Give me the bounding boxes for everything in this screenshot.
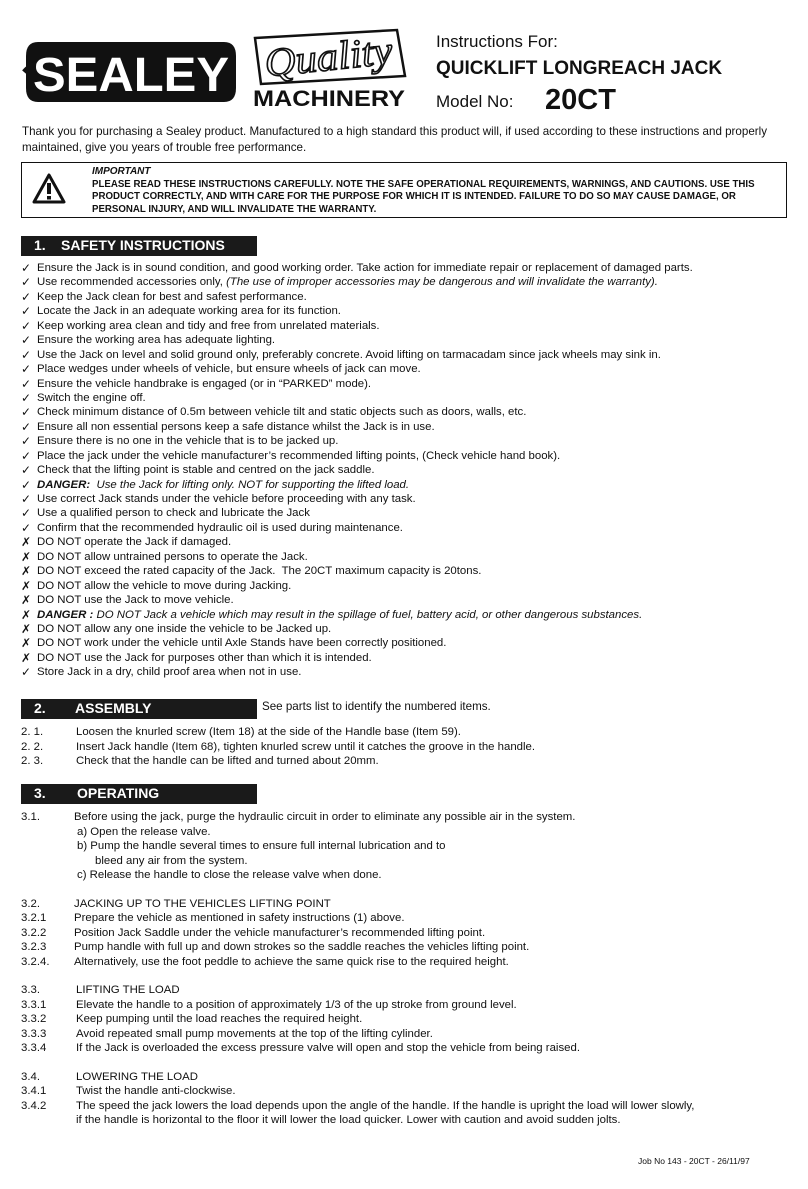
safety-item: [21, 304, 801, 318]
safety-item: [21, 261, 801, 275]
section-title: SAFETY INSTRUCTIONS: [61, 237, 225, 253]
step-number: 3.3.4: [21, 1042, 47, 1054]
important-notice-box: [21, 162, 787, 218]
cross-mark-icon: ✗: [21, 578, 32, 593]
check-mark-icon: ✓: [21, 419, 32, 434]
safety-item-text: Keep working area clean and tidy and free from unrelated materials.: [37, 319, 380, 332]
step-text: Position Jack Saddle under the vehicle manufacturer’s recommended lifting point.: [74, 926, 486, 939]
safety-item-text: DO NOT use the Jack for purposes other than which it is intended.: [37, 651, 372, 664]
section-number: 1.: [34, 237, 46, 253]
danger-label: DANGER :: [37, 608, 94, 621]
check-mark-icon: ✓: [21, 434, 32, 449]
check-mark-icon: ✓: [21, 477, 32, 492]
safety-item: [21, 420, 801, 434]
safety-item: [21, 290, 801, 304]
step-number: 3.2.1: [21, 912, 47, 924]
check-mark-icon: ✓: [21, 275, 32, 290]
safety-item-text: Place wedges under wheels of vehicle, but ensure wheels of jack can move.: [37, 363, 421, 376]
safety-item-text: Check minimum distance of 0.5m between vehicle tilt and static objects such as doors, walls, etc.: [37, 406, 527, 419]
step-number: 3.3.1: [21, 998, 47, 1011]
step-number: 3.4.2: [21, 1099, 47, 1112]
safety-item-text: DO NOT work under the vehicle until Axle Stands have been correctly positioned.: [37, 637, 447, 650]
safety-item-italic-text: Use the Jack for lifting only. NOT for supporting the lifted load.: [90, 478, 410, 491]
safety-item: [21, 377, 801, 391]
step-text: b) Pump the handle several times to ensure full internal lubrication and to: [77, 840, 446, 852]
step-text: Before using the jack, purge the hydraulic circuit in order to eliminate any possible air in the system.: [74, 811, 576, 823]
important-heading: IMPORTANT: [92, 166, 151, 177]
sealey-logo-text: SEALEY: [33, 49, 230, 102]
assembly-step: [21, 754, 801, 769]
check-mark-icon: ✓: [21, 304, 32, 319]
assembly-step: [21, 740, 801, 755]
step-text: LIFTING THE LOAD: [76, 984, 180, 996]
step-number: 3.3.: [21, 984, 40, 996]
operating-step: [21, 940, 801, 955]
step-text: c) Release the handle to close the release valve when done.: [77, 869, 382, 881]
operating-substep: [21, 854, 801, 869]
step-number: 3.3.3: [21, 1027, 47, 1040]
safety-item: [21, 665, 801, 679]
step-text: Pump handle with full up and down strokes so the saddle reaches the vehicles lifting point.: [74, 941, 530, 953]
operating-step: [21, 955, 801, 970]
safety-item-text: Use a qualified person to check and lubricate the Jack: [37, 507, 310, 520]
operating-substep: [21, 839, 801, 854]
safety-item: [21, 391, 801, 405]
check-mark-icon: ✓: [21, 289, 32, 304]
step-text: Twist the handle anti-clockwise.: [76, 1085, 236, 1097]
safety-item: [21, 362, 801, 376]
safety-item: [21, 564, 801, 578]
operating-step: [21, 911, 801, 926]
operating-step: [21, 1070, 801, 1085]
safety-item: [21, 449, 801, 463]
quality-logo-text: Quality: [262, 28, 387, 86]
step-text: bleed any air from the system.: [95, 854, 248, 867]
safety-item-text: Place the jack under the vehicle manufacturer’s recommended lifting points, (Check vehicle hand book).: [37, 449, 561, 462]
step-number: 3.2.4.: [21, 955, 50, 968]
safety-item-text: Use recommended accessories only,: [37, 276, 227, 289]
safety-item-text: DO NOT use the Jack to move vehicle.: [37, 594, 234, 607]
safety-item-text: Ensure all non essential persons keep a safe distance whilst the Jack is in use.: [37, 420, 435, 433]
safety-item: [21, 636, 801, 650]
step-text: if the handle is horizontal to the floor it will lower the load quicker. Lower with caution and avoid sudden jolts.: [76, 1114, 621, 1126]
operating-step-continued: [21, 1113, 801, 1128]
step-number: 3.4.1: [21, 1085, 47, 1097]
warning-triangle-icon: [32, 173, 66, 204]
step-text: Prepare the vehicle as mentioned in safety instructions (1) above.: [74, 912, 405, 924]
safety-item-text: DO NOT allow untrained persons to operate the Jack.: [37, 550, 308, 563]
operating-step: [21, 926, 801, 941]
section-title: ASSEMBLY: [75, 700, 152, 716]
operating-steps: [21, 810, 801, 1128]
safety-item-text: Use the Jack on level and solid ground only, preferably concrete. Avoid lifting on tarmacadam since jack wheels may sink in.: [37, 348, 661, 361]
safety-item: [21, 478, 801, 492]
safety-item-text: Use correct Jack stands under the vehicle before proceeding with any task.: [37, 493, 416, 505]
check-mark-icon: ✓: [21, 376, 32, 391]
step-text: Avoid repeated small pump movements at the top of the lifting cylinder.: [76, 1027, 433, 1040]
safety-item-text: DO NOT allow the vehicle to move during Jacking.: [37, 579, 292, 592]
step-number: 3.2.2: [21, 926, 47, 939]
cross-mark-icon: ✗: [21, 650, 32, 665]
cross-mark-icon: ✗: [21, 535, 32, 550]
machinery-logo-text: MACHINERY: [253, 86, 406, 111]
step-text: Elevate the handle to a position of approximately 1/3 of the up stroke from ground level.: [76, 998, 517, 1011]
step-text: Keep pumping until the load reaches the required height.: [76, 1013, 363, 1025]
section-number: 3.: [34, 785, 46, 801]
sealey-logo: [20, 36, 242, 108]
check-mark-icon: ✓: [21, 520, 32, 535]
check-mark-icon: ✓: [21, 390, 32, 405]
step-number: 3.1.: [21, 811, 40, 823]
safety-item: [21, 550, 801, 564]
safety-item: [21, 319, 801, 333]
check-mark-icon: ✓: [21, 405, 32, 420]
safety-item: [21, 579, 801, 593]
operating-substep: [21, 825, 801, 840]
check-mark-icon: ✓: [21, 448, 32, 463]
safety-item: [21, 622, 801, 636]
model-number: 20CT: [545, 84, 616, 116]
safety-item-text: DO NOT exceed the rated capacity of the Jack. The 20CT maximum capacity is 20tons.: [37, 565, 482, 578]
safety-item-text: Confirm that the recommended hydraulic oil is used during maintenance.: [37, 521, 403, 534]
job-number-footer: Job No 143 - 20CT - 26/11/97: [638, 1156, 750, 1166]
step-text: If the Jack is overloaded the excess pressure valve will open and stop the vehicle from being raised.: [76, 1042, 580, 1054]
check-mark-icon: ✓: [21, 463, 32, 478]
safety-item-italic-text: DO NOT Jack a vehicle which may result in the spillage of fuel, battery acid, or other dangerous substances.: [93, 608, 643, 621]
safety-item-text: Ensure the vehicle handbrake is engaged (or in “PARKED” mode).: [37, 377, 372, 390]
operating-step: [21, 1012, 801, 1027]
section-number: 2.: [34, 700, 46, 716]
safety-list: [21, 261, 801, 680]
safety-item-text: Ensure the working area has adequate lighting.: [37, 334, 276, 347]
safety-item: [21, 492, 801, 506]
check-mark-icon: ✓: [21, 347, 32, 362]
safety-item-text: Check that the lifting point is stable and centred on the jack saddle.: [37, 464, 375, 477]
operating-step: [21, 897, 801, 912]
safety-item-text: Ensure there is no one in the vehicle that is to be jacked up.: [37, 435, 339, 448]
cross-mark-icon: ✗: [21, 607, 32, 622]
important-text: PLEASE READ THESE INSTRUCTIONS CAREFULLY. NOTE THE SAFE OPERATIONAL REQUIREMENTS, WARNINGS, AND CAUTIONS. USE THIS PRODUCT CORRECTLY, AND WITH CARE FOR THE PURPOSE FOR WHICH IT IS INTENDED. FAILURE TO DO SO MAY CAUSE DAMAGE, OR PERSONAL INJURY, AND WILL INVALIDATE THE WARRANTY.: [92, 179, 755, 215]
safety-item: [21, 506, 801, 520]
section-header-assembly: [21, 699, 257, 719]
safety-item: [21, 608, 801, 622]
section-title: OPERATING: [77, 785, 160, 801]
safety-item-text: DO NOT operate the Jack if damaged.: [37, 536, 232, 549]
cross-mark-icon: ✗: [21, 636, 32, 651]
safety-item-text: DO NOT allow any one inside the vehicle to be Jacked up.: [37, 622, 332, 635]
safety-item-text: Store Jack in a dry, child proof area when not in use.: [37, 666, 302, 679]
safety-item-text: Ensure the Jack is in sound condition, and good working order. Take action for immediate repair or replacement of damaged parts.: [37, 262, 693, 274]
operating-step: [21, 998, 801, 1013]
step-number: 3.2.: [21, 897, 40, 910]
step-number: 3.2.3: [21, 941, 47, 953]
step-number: 2. 3.: [21, 755, 44, 767]
check-mark-icon: ✓: [21, 492, 32, 506]
step-text: Check that the handle can be lifted and turned about 20mm.: [76, 755, 379, 767]
safety-item: [21, 333, 801, 347]
check-mark-icon: ✓: [21, 261, 32, 275]
danger-label: DANGER:: [37, 478, 91, 491]
cross-mark-icon: ✗: [21, 593, 32, 608]
check-mark-icon: ✓: [21, 318, 32, 333]
cross-mark-icon: ✗: [21, 549, 32, 564]
assembly-step: [21, 725, 801, 740]
assembly-steps: [21, 725, 801, 769]
safety-item: [21, 463, 801, 477]
safety-item-text: Keep the Jack clean for best and safest performance.: [37, 290, 307, 303]
cross-mark-icon: ✗: [21, 564, 32, 579]
step-text: JACKING UP TO THE VEHICLES LIFTING POINT: [74, 897, 331, 910]
safety-item: [21, 593, 801, 607]
product-title: QUICKLIFT LONGREACH JACK: [436, 58, 723, 79]
assembly-note: See parts list to identify the numbered items.: [262, 700, 491, 713]
step-text: Insert Jack handle (Item 68), tighten knurled screw until it catches the groove in the handle.: [76, 740, 536, 753]
operating-step: [21, 1041, 801, 1056]
operating-step: [21, 810, 801, 825]
instructions-for-label: Instructions For:: [436, 32, 558, 51]
safety-item: [21, 521, 801, 535]
operating-step: [21, 1027, 801, 1042]
check-mark-icon: ✓: [21, 333, 32, 348]
operating-step: [21, 1084, 801, 1099]
safety-item-text: Locate the Jack in an adequate working area for its function.: [37, 305, 341, 318]
section-header-operating: [21, 784, 257, 804]
quality-machinery-logo: [247, 26, 410, 112]
check-mark-icon: ✓: [21, 506, 32, 521]
safety-item: [21, 651, 801, 665]
safety-item-text: Switch the engine off.: [37, 391, 146, 404]
model-label: Model No:: [436, 92, 514, 111]
operating-step: [21, 1099, 801, 1114]
intro-paragraph: Thank you for purchasing a Sealey product. Manufactured to a high standard this product will, if used according to these instructions and properly maintained, give you years of trouble free performance.: [22, 125, 768, 154]
operating-step: [21, 983, 801, 998]
safety-item: [21, 434, 801, 448]
step-text: Loosen the knurled screw (Item 18) at the side of the Handle base (Item 59).: [76, 726, 461, 738]
step-text: a) Open the release valve.: [77, 825, 211, 838]
check-mark-icon: ✓: [21, 362, 32, 377]
safety-item-italic-text: (The use of improper accessories may be dangerous and will invalidate the warranty).: [226, 276, 658, 289]
cross-mark-icon: ✗: [21, 621, 32, 636]
step-number: 3.3.2: [21, 1013, 47, 1025]
step-number: 2. 2.: [21, 740, 44, 753]
safety-item: [21, 348, 801, 362]
safety-item: [21, 405, 801, 419]
step-number: 2. 1.: [21, 726, 44, 738]
section-header-safety: [21, 236, 257, 256]
operating-substep: [21, 868, 801, 883]
step-text: LOWERING THE LOAD: [76, 1070, 198, 1083]
safety-item: [21, 535, 801, 549]
check-mark-icon: ✓: [21, 665, 32, 680]
safety-item: [21, 275, 801, 289]
step-number: 3.4.: [21, 1070, 40, 1083]
step-text: Alternatively, use the foot peddle to achieve the same quick rise to the required height.: [74, 955, 509, 968]
step-text: The speed the jack lowers the load depends upon the angle of the handle. If the handle is upright the load will lower slowly,: [76, 1099, 695, 1112]
